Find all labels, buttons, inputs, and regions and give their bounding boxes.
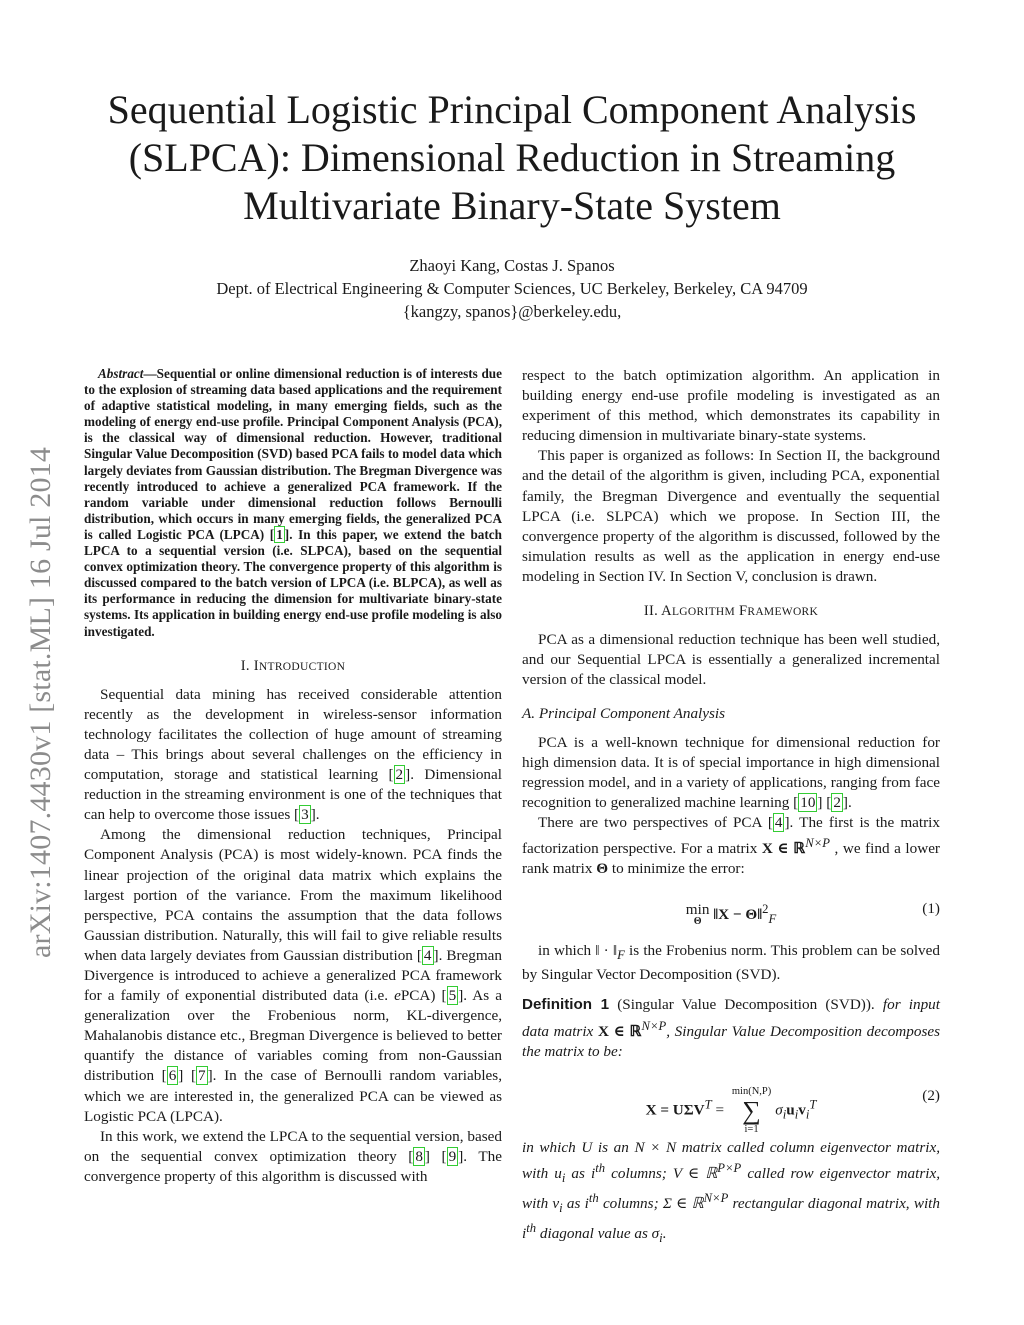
- left-column: [84, 366, 502, 1187]
- citation-link[interactable]: 5: [448, 987, 457, 1005]
- right-paragraph-4: There are two perspectives of PCA [ 4 ]. The first is the matrix factorization perspective. For a matrix X ∈ ℝ$^{N\times P}$ , we find a lower rank matrix Θ to minimize the error:: [522, 813, 940, 878]
- paper-title: Sequential Logistic Principal Component Analysis (SLPCA): Dimensional Reduction in Streaming Multivariate Binary-State System: [107, 87, 917, 228]
- citation-link[interactable]: 7: [198, 1067, 206, 1085]
- equation-1: min Θ ‖X − Θ‖$^2_F$ (1): [685, 900, 940, 927]
- right-paragraph-2: PCA as a dimensional reduction technique has been well studied, and our Sequential LPCA is essentially a generalized incremental version of the classical model.: [522, 631, 940, 689]
- abstract-text: —Sequential or online dimensional reduction is of interests due to the explosion of streaming data based applications and the requirement of adaptive statistical modeling, in many emerging fields, such as the modeling of energy end-use profile. Principal Component Analysis (PCA), is the classical way of dimensional reduction. However, traditional Singular Value Decomposition (SVD) based PCA fails to model data which largely deviates from Gaussian distribution. The Bregman Divergence was recently introduced to achieve a generalized PCA framework. If the random variable under dimensional reduction follows Bernoulli distribution, which occurs in many emerging fields, the generalized PCA is called Logistic PCA (LPCA): [84, 366, 502, 542]
- citation-link[interactable]: 4: [774, 813, 783, 831]
- citation-link[interactable]: 8: [415, 1147, 423, 1165]
- right-paragraph-1: This paper is organized as follows: In Section II, the background and the detail of the algorithm is given, including PCA, exponential family, the Bregman Divergence and eventually the sequential LPCA (i.e. SLPCA) which we propose. In Section III, the convergence property of the algorithm is discussed, followed by the simulation results as well as the application in energy end-use modeling in Section IV. In Section V, conclusion is drawn.: [522, 447, 940, 585]
- authors: Zhaoyi Kang, Costas J. Spanos: [409, 256, 615, 275]
- affiliation: Dept. of Electrical Engineering & Computer Sciences, UC Berkeley, Berkeley, CA 94709: [216, 279, 808, 298]
- right-column: [522, 366, 940, 1248]
- arxiv-side-stamp: arXiv:1407.4430v1 [stat.ML] 16 Jul 2014: [24, 446, 57, 958]
- citation-link[interactable]: 9: [448, 1147, 457, 1165]
- abstract-text-cont: . In this paper, we extend the batch LPCA to a sequential version (i.e. SLPCA), based on the sequential convex optimization theory. The convergence property of this algorithm is discussed compared to the batch version of LPCA (i.e. BLPCA), as well as its performance in reducing the dimension for multivariate binary-state systems. Its application in building energy end-use profile modeling is also investigated.: [84, 526, 502, 639]
- email: {kangzy, spanos}@berkeley.edu,: [402, 302, 622, 321]
- citation-link[interactable]: 2: [833, 793, 841, 811]
- right-paragraph-6: in which U is an N × N matrix called column eigenvector matrix, with $u_i$ as $i^{th}$ columns; V ∈ ℝ$^{P\times P}$ called row eigenvector matrix, with $v_i$ as $i^{th}$ columns; Σ ∈ ℝ$^{N\times P}$ rectangular diagonal matrix, with $i^{th}$ diagonal value as $\sigma_i$.: [522, 1138, 941, 1246]
- section-heading-algorithm: II. ALGORITHM FRAMEWORK: [643, 603, 819, 620]
- intro-paragraph-3: In this work, we extend the LPCA to the sequential version, based on the sequential convex optimization theory [ 8 ] [ 9 ]. The convergence property of this algorithm is discussed with: [84, 1127, 502, 1185]
- citation-link[interactable]: 2: [395, 766, 404, 784]
- citation-link[interactable]: 10: [800, 793, 816, 811]
- citation-link[interactable]: 1: [276, 526, 283, 542]
- abstract: Abstract—Sequential or online dimensional reduction is of interests due to the explosion of streaming data based applications and the requirement of adaptive statistical modeling, in many emerging fields, such as the modeling of energy end-use profile. Principal Component Analysis (PCA), is the classical way of dimensional reduction. However, traditional Singular Value Decomposition (SVD) based PCA fails to model data which largely deviates from Gaussian distribution. The Bregman Divergence was recently introduced to achieve a generalized PCA framework. If the random variable under dimensional reduction follows Bernoulli distribution, which occurs in many emerging fields, the generalized PCA is called Logistic PCA (LPCA) [ 1 ]. In this paper, we extend the batch LPCA to a sequential version (i.e. SLPCA), based on the sequential convex optimization theory. The convergence property of this algorithm is discussed compared to the batch version of LPCA (i.e. BLPCA), as well as its performance in reducing the dimension for multivariate binary-state systems. Its application in building energy end-use profile modeling is also investigated.: [84, 366, 502, 639]
- citation-link[interactable]: 3: [301, 806, 309, 824]
- right-paragraph-0: respect to the batch optimization algorithm. An application in building energy end-use profile modeling is investigated as an experiment of this method, which demonstrates its capability in reducing dimension in multivariate binary-state systems.: [522, 367, 940, 445]
- definition-1: Definition 1 (Singular Value Decomposition (SVD)). for input data matrix X ∈ ℝ$^{N\times P}$, Singular Value Decomposition decomposes the matrix to be:: [522, 996, 941, 1060]
- citation-link[interactable]: 4: [423, 946, 432, 964]
- intro-paragraph-2: Among the dimensional reduction techniques, Principal Component Analysis (PCA) is most widely-known. PCA finds the linear projection of the original data matrix which explains the largest portion of the variance. From the maximum likelihood perspective, PCA contains the assumption that the data follows Gaussian distribution. Naturally, this will fail to give reliable results when data largely deviates from Gaussian distribution [ 4 ]. Bregman Divergence is introduced to achieve a generalized PCA framework for a family of exponential distributed data (i.e. ePCA) [ 5 ]. As a generalization over the Frobenious norm, KL-divergence, Mahalanobis distance etc., Bregman Divergence is believed to better quantify the distance of variables coming from non-Gaussian distribution [ 6 ] [ 7 ]. In the case of Bernoulli random variables, which we are interested in, the generalized PCA can be viewed as Logistic PCA (LPCA).: [84, 826, 503, 1125]
- intro-paragraph-1: Sequential data mining has received considerable attention recently as the development in wireless-sensor information technology facilitates the collection of huge amount of streaming data – This brings about several challenges on the efficiency in computation, storage and statistical learning [ 2 ]. Dimensional reduction in the streaming environment is one of the techniques that can help to overcome those issues [ 3 ].: [84, 685, 502, 824]
- abstract-label: Abstract: [98, 366, 144, 381]
- section-heading-introduction: I. INTRODUCTION: [240, 657, 346, 674]
- right-paragraph-5: in which ‖ · $‖_F$ is the Frobenius norm. This problem can be solved by Singular Vector Decomposition (SVD).: [522, 942, 940, 984]
- subsection-heading-pca: A. Principal Component Analysis: [522, 705, 726, 723]
- equation-2: $X = U\Sigma V^T$ = min(N,P) ∑ i=1 $\sigma_iu_iv_i^T$ (2): [645, 1085, 940, 1135]
- right-paragraph-3: PCA is a well-known technique for dimensional reduction for high dimension data. It is of special importance in high dimensional regression model, and in a variety of applications, ranging from face recognition to generalized machine learning [ 10 ] [ 2 ].: [522, 733, 940, 811]
- citation-link[interactable]: 6: [168, 1067, 177, 1085]
